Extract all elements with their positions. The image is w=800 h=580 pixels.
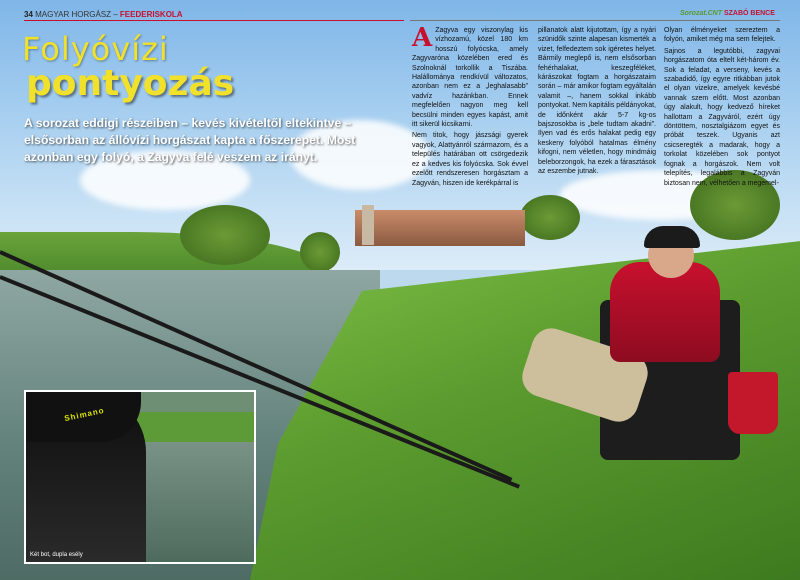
article-paragraph <box>412 23 528 129</box>
trees <box>300 232 340 272</box>
paragraph-text: Zagyva egy viszonylag kis vízhozamú, közel 180 km hosszú folyócska, amely Zagyvaróna közelében ered és Szolnoknál torkollik a Tiszába. Halállománya rendkívül változatos, azonban nem ez a „leghalasabb” vadvíz hazánkban. Ennek megfelelően nagyon meg kell becsülni minden egyes kapást, amit itt sikerül kicsikarni. <box>412 27 528 129</box>
article-column-2 <box>538 26 656 179</box>
article-paragraph: Olyan élményeket szereztem a folyón, amiket még ma sem felejtek. <box>664 27 780 44</box>
drop-cap: A <box>412 23 433 53</box>
article-paragraph: Sajnos a legutóbbi, zagyvai horgászatom óta eltelt két-három év. Sok a feladat, a verseny, kevés a szabadidő, így egyre ritkábban jutok el olyan vizekre, amelyek kevésbé vannak szem előtt. Most azonban úgy alakult, hogy kedvező híreket hallottam a Zagyváról, ezért úgy döntöttem, nosztalgiázom egyet és próbát teszek. Ugyanis azt csicseregték a madarak, hogy a torkolat közelében sok pontyot fognak a horgászok. Nem volt telepítés, legalábbis a Zagyván biztosan nem, vélhetően a megemel- <box>664 47 780 187</box>
series-label: Sorozat.CNT <box>680 10 722 17</box>
photo-caption: Két bot, dupla esély <box>30 552 83 558</box>
article-paragraph: pillanatok alatt kijutottam, így a nyári szünidők szinte alapesan kismerték a vizet, felfedeztem sok igéretes helyet. Bármily meglepő is, nem elsősorban fehérhalakat, keszegféléket, kárászokat fogtam a horgászataim során – már amikor fogtam egyáltalán valamit –, hanem sokkal inkább pontyokat. Nem kapitális példányokat, de időnként akár 5-7 kg-os bajszosokba is „bele tudtam akadni”. Ilyen vad és erős halakat pedig egy keskeny folyóból hatalmas élmény kifogni, nem véletlen, hogy mindmáig beleborzongok, ha ezek a fárasztások az eszembe jutnak. <box>538 27 656 176</box>
cap-icon <box>644 226 700 248</box>
title-line-2: pontyozás <box>26 63 235 104</box>
page-number: 34 <box>24 10 33 19</box>
magazine-name: MAGYAR HORGÁSZ <box>35 10 111 19</box>
article-column-3 <box>664 26 780 190</box>
section-name: FEEDERISKOLA <box>119 10 183 19</box>
header-separator: – <box>111 10 120 19</box>
title-line-1: Folyóvízi <box>22 30 169 68</box>
header-rule <box>410 20 780 21</box>
article-paragraph: Nem titok, hogy jászsági gyerek vagyok, Alattyánról származom, és a település határában ott csörgedezik ez a kedves kis folyócska. Sok évvel ezelőtt rendszeresen horgásztam a Zagyván, hiszen ide kerékpárral is <box>412 132 528 187</box>
author-name: SZABÓ BENCE <box>723 10 775 17</box>
trees <box>520 195 580 240</box>
inset-photo <box>24 390 256 564</box>
lead-paragraph: A sorozat eddigi részeiben – kevés kivételtől eltekintve – elsősorban az állóvízi horgászat kapta a főszerepet. Most azonban egy folyó, a Zagyva felé veszem az irányt. <box>24 116 356 164</box>
page-header <box>24 10 183 19</box>
trees <box>180 205 270 265</box>
cap-brand-logo: Shimano <box>63 405 106 424</box>
article-column-1 <box>412 23 528 190</box>
page-header-right <box>680 10 775 17</box>
town-buildings <box>355 210 525 246</box>
header-rule <box>24 20 404 21</box>
bait-bucket <box>728 372 778 434</box>
church-tower <box>362 205 374 245</box>
